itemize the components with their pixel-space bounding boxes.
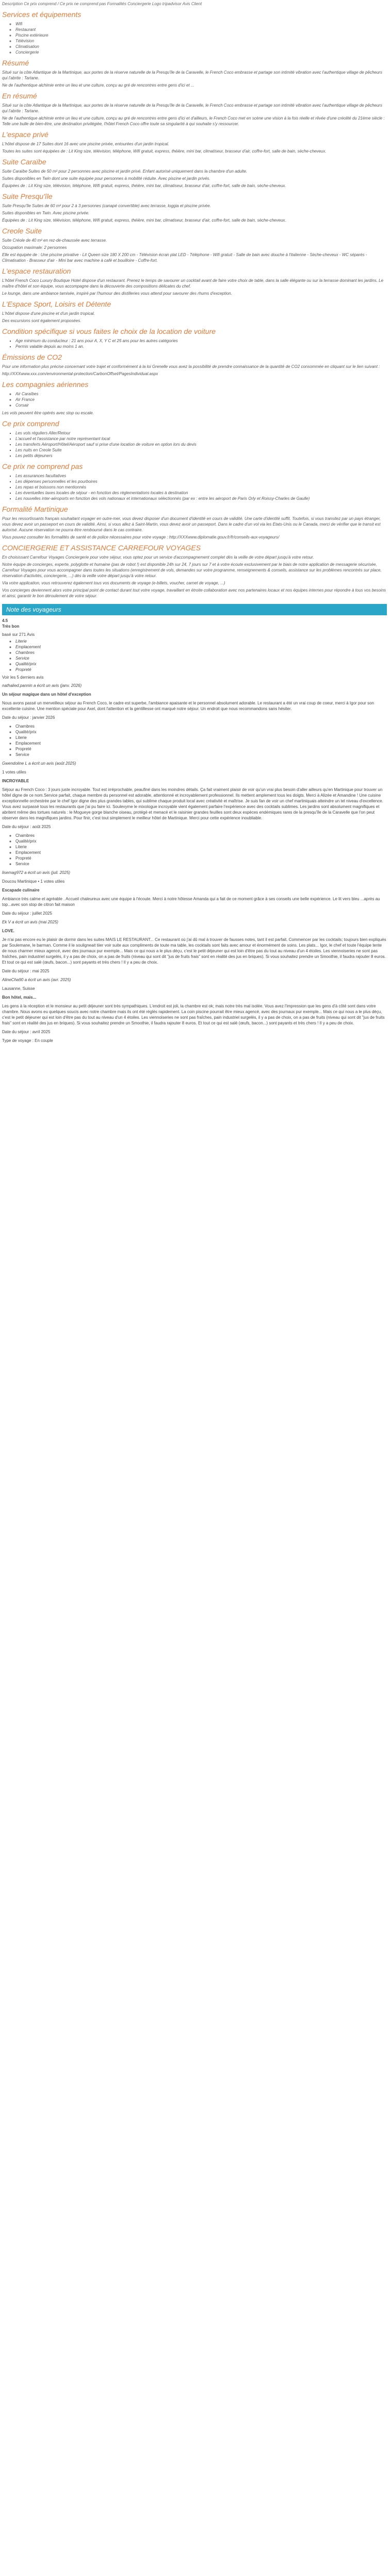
review-rating-item: ◦ Chambres xyxy=(15,723,387,729)
espace-prive-title: L'espace privé xyxy=(2,130,48,139)
suite-presquile-title: Suite Presqu'île xyxy=(2,192,53,200)
rating-category-item: ◦ Chambres xyxy=(15,650,387,655)
en-resume-text-1: Situé sur la côte Atlantique de la Martinique, aux portes de la réserve naturelle de la Presqu'île de la Caravelle, le French Coco embrasse et partage son intimité vibration avec l'authentique village de pêcheurs qui l'abrite : Tartane. xyxy=(2,103,382,113)
condition-item: ▪ Permis valable depuis au moins 1 an. xyxy=(15,344,387,349)
review-author: AlineCha90 a écrit un avis (avr. 2025) xyxy=(2,978,71,982)
review-title: LOVE. xyxy=(2,929,15,933)
review-text: Séjour au French Coco : 3 jours juste incroyable. Tout est irréprochable, peaufiné dans les moindres détails. Ça fait vraiment plaisir de voir qu'un vrai plus besoin d'aller ailleurs qu'en Martinique pour trouver un hôtel digne de ce nom.Service parfait, chaque membre du personnel est adorable, attentionné et incroyablement professionnel. Ils mettent amplement tous les doigts. Merci à Alizée et Amandine ! Une cuisine exceptionnelle orchestrée par le chef Igor digne des plus grandes tables, qui sublime chaque produit local avec créativité et maîtrise. Je suis fan de voir un chef martiniquais atteindre un tel niveau d'excellence. Vous avez surpassé tous les restaurants que j'ai pu faire ici. Soulevyme le mixologue incroyable vient également parfaire l'expérience avec des cocktails sublimes. Les jardins sont absolument magnifiques et abritent même des tortues naturels : le Mogueye gorge blanche oiseau, protégé et menacé et le raisinier grandes feuilles sont deux espèces endémiques rares de la presqu'île de la Caravelle que l'on peut observer dans les magnifiques jardins. Pour finir, c'est tout simplement le meilleur hôtel de Martinique. Merci pour cette expérience inoubliable. xyxy=(2,787,383,820)
more-reviews-link[interactable]: Voir les 5 derniers avis xyxy=(2,675,44,680)
suite-presquile-text-1: Suite Presqu'île Suites de 60 m² pour 2 à 3 personnes (canapé convertible) avec terrasse, loggia et piscine privée. xyxy=(2,204,211,208)
suite-caraibe-text-2: Suites disponibles en Twin dont une suite équipée pour personnes à mobilité réduite. Avec piscine et jardin privés. xyxy=(2,176,210,181)
review-rating-item: ◦ Emplacement xyxy=(15,850,387,855)
review-text: Les gens à la réception et le monsieur au petit déjeuner sont très sympathiques. L'endroit est joli, la chambre est ok; mais notre très mal isolée. Vous avez l'impression que les gens d'à côté sont dans votre chambre. Nous avons eu quelques soucis avec notre chambre mais ils ont été réglés rapidement. La coin piscine pourrait être mieux agencé, avec des journaux pur exemple... Mais ce qui nous a le plus déçu, c'est le petit déjeuner qui est loin d'être pas du tout au niveau d'un 4 étoiles. Les viennoiseries ne sont pas fraîches, pain industriel surgelés, il y a pas de choix, on a pas de fruits (niveau qui sont dit "jus de fruits frais" sont en réalité des jus en briques). Si vous souhaitez prendre un Smoothie, il faudra rajouter 8 euros. Et tout ce qui est salé (œufs, bacon...) sont payants et très chers ! Il y a peu de choix. xyxy=(2,1004,385,1025)
restauration-text-1: L'hôtel French Coco Luxury Boutique Hotel dispose d'un restaurant. Prenez le temps de savourer un cocktail avant de faire votre choix de table, dans la salle élégante ou sur la terrasse dominant les jardins. Le maître d'hôtel et son équipe, vous accompagne dans la découverte des compositions délicates du chef. xyxy=(2,278,384,289)
included-item: ▪ Les nuits en Creole Suite xyxy=(15,447,387,453)
excluded-item: ▪ Les éventuelles taxes locales de séjour - en fonction des réglementations locales à destination xyxy=(15,490,387,496)
review-item xyxy=(2,977,387,1043)
airline-item: ◦ Air France xyxy=(15,397,387,402)
reviews-header-bar xyxy=(2,604,387,615)
rating-category-item: ◦ Emplacement xyxy=(15,644,387,650)
conciergerie-text-1: En choisissant Carrefour Voyages Conciergerie pour votre séjour, vous optez pour un service d'accompagnement complet dès la veille de votre départ jusqu'à votre retour. xyxy=(2,555,314,560)
en-resume-title: En résumé xyxy=(2,92,37,100)
en-resume-text-2: Ne de l'authentique alchimie entre un lieu et une culture, conçu au gré de rencontres entre gens d'ici et d'ailleurs, le French Coco met en scène une vision à la fois réelle et rêvée d'une créolité du 21ème siècle : Telle une bulle de bien-être, une destination privilégiée, l'hôtel French Coco offre toute sa singularité à qui souhaite s'y ressourcer. xyxy=(2,116,385,126)
review-rating-item: ◦ Literie xyxy=(15,735,387,740)
review-author: Ek V a écrit un avis (mai 2025) xyxy=(2,920,58,924)
review-rating-item: ◦ Propreté xyxy=(15,855,387,861)
review-rating-item: ◦ Propreté xyxy=(15,746,387,752)
conciergerie-text-4: Vos concierges deviennent alors votre principal point de contact durant tout votre voyage, travaillant en étroite collaboration avec nos partenaires locaux et nos équipes internes pour répondre à tous vos besoins et ainsi, garantir le bon déroulement de votre séjour. xyxy=(2,588,386,598)
conciergerie-text-2: Notre équipe de concierges, experte, polyglotte et humaine (pas de robot !) est disponible 24h sur 24, 7 jours sur 7 et à votre écoute exclusivement par le biais de notre application de messagerie sécurisée, Carrefour Voyages pour vous accompagner dans toutes les situations (enregistrement de vols, demandes sur votre programme, renseignements & conseils, assistance sur les problèmes rencontrés sur place, réservation d'activités, conciergerie, ...) dès la veille votre départ jusqu'à votre retour. xyxy=(2,562,382,578)
review-author: Gwendoline L a écrit un avis (août 2025) xyxy=(2,761,76,766)
review-meta: Lausanne, Suisse xyxy=(2,986,35,991)
creole-suite-text-1: Suite Créole de 40 m² en rez-de-chaussée avec terrasse. xyxy=(2,238,107,243)
ne-comprend-title: Ce prix ne comprend pas xyxy=(2,462,83,470)
review-date: Date du séjour : janvier 2026 xyxy=(2,715,55,720)
reviews-header-title: Note des voyageurs xyxy=(6,606,61,613)
comprend-list xyxy=(2,430,387,459)
rating-category-item: ◦ Service xyxy=(15,655,387,661)
review-title: INCROYABLE xyxy=(2,779,29,783)
compagnies-list xyxy=(2,391,387,408)
review-rating-list xyxy=(2,723,387,757)
review-rating-item: ◦ Service xyxy=(15,752,387,757)
services-list xyxy=(2,21,387,55)
espace-prive-text-2: Toutes les suites sont équipées de : Lit King size, télévision, téléphone, Wifi gratuit, express, théière, mini bar, climatiseur, brasseur d'air, coffre-fort, salle de bain, sèche-cheveux. xyxy=(2,149,327,154)
review-item xyxy=(2,761,387,867)
review-date: Date du séjour : avril 2025 xyxy=(2,1030,51,1034)
review-item xyxy=(2,919,387,974)
included-item: ▪ Les petits déjeuners xyxy=(15,453,387,459)
excluded-item: ▪ Les repas et boissons non mentionnés xyxy=(15,484,387,490)
suite-caraibe-text-3: Équipées de : Lit King size, télévision, téléphone, Wifi gratuit, express, théière, mini bar, climatiseur, brasseur d'air, coffre-fort, salle de bain, sèche-cheveux. xyxy=(2,183,286,188)
review-rating-item: ◦ Service xyxy=(15,861,387,867)
excluded-item: ▪ Les dépenses personnelles et les pourboires xyxy=(15,479,387,484)
co2-text: Pour une information plus précise concernant votre trajet et conformément à la loi Grenelle vous avez la possibilité de prendre connaissance de la quantité de CO2 consommée en cliquant sur le lien suivant : xyxy=(2,364,380,369)
service-item: ◦ Restaurant xyxy=(15,27,387,32)
review-item xyxy=(2,870,387,916)
review-author: nathalied.pannin a écrit un avis (janv. 2026) xyxy=(2,683,82,688)
rating-count: basé sur 271 Avis xyxy=(2,632,35,637)
espace-prive-text-1: L'hôtel dispose de 17 Suites dont 16 avec une piscine privée, entourées d'un jardin tropical. xyxy=(2,142,169,146)
rating-score: 4.5 xyxy=(2,618,8,623)
suite-caraibe-title: Suite Caraïbe xyxy=(2,158,46,166)
review-meta: 1 votes utiles xyxy=(2,770,26,775)
service-item: ◦ Télévision xyxy=(15,38,387,44)
creole-suite-title: Creole Suite xyxy=(2,227,42,235)
conciergerie-text-3: Via votre application, vous retrouverez également tous vos documents de voyage (e-billets, voucher, carnet de voyage, ...) xyxy=(2,581,225,585)
review-rating-item: ◦ Qualité/prix xyxy=(15,838,387,844)
included-item: ▪ L'accueil et l'assistance par notre représentant local xyxy=(15,436,387,442)
comprend-title: Ce prix comprend xyxy=(2,419,59,428)
airline-item: ◦ Corsair xyxy=(15,402,387,408)
review-rating-list xyxy=(2,833,387,867)
service-item: ◦ Conciergerie xyxy=(15,49,387,55)
service-item: ◦ Wifi xyxy=(15,21,387,27)
compagnies-title: Les compagnies aériennes xyxy=(2,380,89,389)
review-rating-item: ◦ Chambres xyxy=(15,833,387,838)
rating-category-item: ◦ Qualité/prix xyxy=(15,661,387,667)
review-text: Nous avons passé un merveilleux séjour au French Coco, le cadre est superbe, l'ambiance apaisante et le personnel absolument adorable. Le restaurant a été un vrai coup de coeur, merci à Igor pour son excellente cuisine. Une mention spéciale pour Axel, dont l'attention et la gentillesse ont marqué notre séjour. Un endroit que nous recommandons sans hésiter. xyxy=(2,701,374,711)
rating-categories xyxy=(2,638,387,672)
condition-list xyxy=(2,338,387,349)
creole-suite-text-3: Elle est équipée de : Une piscine privative - Lit Queen size 180 X 200 cm - Télévision écran plat LED - Téléphone - Wifi gratuit - Salle de bain avec douche à l'italienne - Sèche-cheveux - WC séparés - Climatisation - Brasseur d'air - Mini bar avec machine à café et bouilloire - Coffre-fort. xyxy=(2,252,367,263)
review-title: Bon hôtel, mais... xyxy=(2,995,37,1000)
review-text: Ambiance très calme et agréable . Accueil chaleureux avec une équipe à l'écoute. Merci à notre hôtesse Amanda qui a fait de ce moment grâce à ses conseils une belle expérience. Le lit vers bleu ...après au top...avec son stop de citron fait maison xyxy=(2,897,380,907)
review-date: Date du séjour : août 2025 xyxy=(2,824,51,829)
restauration-text-2: Le lounge, dans une ambiance tamisée, inspiré par l'humour des distilleries vous attend pour savourer des rhums d'exception. xyxy=(2,291,232,296)
review-author: lisemag972 a écrit un avis (juil. 2025) xyxy=(2,870,71,875)
sport-text-2: Des excursions sont également proposées. xyxy=(2,318,82,323)
condition-title: Condition spécifique si vous faites le choix de la location de voiture xyxy=(2,327,216,335)
rating-summary xyxy=(2,618,387,680)
review-title: Escapade culinaire xyxy=(2,888,40,893)
formalite-text-2: Vous pouvez consulter les formalités de santé et de police nécessaires pour votre voyage : http://XXXwww.diplomatie.gouv.fr/fr/conseils-aux-voyageurs/ xyxy=(2,535,280,540)
review-rating-item: ◦ Literie xyxy=(15,844,387,850)
page xyxy=(0,0,391,1043)
conciergerie-title: CONCIERGERIE ET ASSISTANCE CARREFOUR VOYAGES xyxy=(2,544,201,552)
review-text: Je n'ai pas encore eu le plaisir de dormir dans les suites MAIS LE RESTAURANT... Ce restaurant où j'ai dû mal à trouver de fausses notes, tant il est parfait. Commencer par les cocktails; toujours bien expliqués par Soulemane, le barman. Comme il le souligneait tiier voir suite aux compliments de toute ma table, les cocktails sont faits avec amour et énormément de soins. Les plats... Igor, le chef et toute l'équipe tente de nous charmer mieux agencé, avec des journaux pur exemple... Mais ce qui nous a le plus déçu, c'est le petit déjeuner qui est loin d'être pas du tout au niveau d'un 4 étoiles. Les viennoiseries ne sont pas fraîches, pain industriel surgelés, il y a pas de choix, on a pas de fruits (niveau qui sont dit "jus de fruits frais" sont en réalité des jus en briques). Si vous souhaitez prendre un Smoothie, il faudra rajouter 8 euros. Et tout ce qui est salé (œufs, bacon...) sont payants et très chers ! Il y a peu de choix. xyxy=(2,937,386,965)
resume-title: Résumé xyxy=(2,59,29,67)
review-date: Date du séjour : mai 2025 xyxy=(2,969,50,973)
suite-caraibe-text-1: Suite Caraïbe Suites de 50 m² pour 2 personnes avec piscine et jardin privé. Enfant autorisé uniquement dans la chambre d'un adulte. xyxy=(2,169,248,174)
rating-category-item: ◦ Propreté xyxy=(15,667,387,672)
formalite-title: Formalité Martinique xyxy=(2,505,68,513)
restauration-title: L'espace restauration xyxy=(2,267,71,275)
review-trip-type: Type de voyage : En couple xyxy=(2,1038,53,1043)
included-item: ▪ Les vols réguliers Aller/Retour xyxy=(15,430,387,436)
review-title: Un séjour magique dans un hôtel d'exception xyxy=(2,692,91,697)
suite-presquile-text-2: Suites disponibles en Twin. Avec piscine privée. xyxy=(2,211,90,215)
excluded-item: ▪ Les assurances facultatives xyxy=(15,473,387,479)
airline-item: ◦ Air Caraïbes xyxy=(15,391,387,397)
condition-item: ▪ Age minimum du conducteur : 21 ans pour A, X, Y C et 25 ans pour les autres catégories xyxy=(15,338,387,344)
resume-text-2: Ne de l'authentique alchimie entre un lieu et une culture, conçu au gré de rencontres entre gens d'ici et ... xyxy=(2,83,194,88)
formalite-text-1: Pour les ressortissants français souhaitant voyager en outre-mer, vous devez disposer d'un document d'identité en cours de validité. Une carte d'identité suffit. Toutefois, si vous transitez par un pays étranger, vous devez avoir un passeport en cours de validité. Ainsi, si vous allez à Saint-Martin, vous devez avoir un passeport. Dans le cadre d'un vol via les Etats-Unis ou le Canada, merci de vérifier que le transit est autorisé. Aucune réservation ne pourra être remboursé dans le cas contraire. xyxy=(2,516,381,532)
review-meta: Doucou Martinique • 1 votes utiles xyxy=(2,879,65,884)
sport-title: L'Espace Sport, Loisirs et Détente xyxy=(2,300,111,308)
review-item xyxy=(2,683,387,757)
service-item: ◦ Piscine extérieure xyxy=(15,32,387,38)
compagnies-note: Les vols peuvent être opérés avec stop ou escale. xyxy=(2,411,94,415)
rating-label: Très bon xyxy=(2,624,20,629)
sport-text-1: L'hôtel dispose d'une piscine et d'un jardin tropical. xyxy=(2,311,95,316)
ne-comprend-list xyxy=(2,473,387,501)
review-rating-item: ◦ Emplacement xyxy=(15,740,387,746)
suite-presquile-text-3: Équipées de : Lit King size, télévision, téléphone, Wifi gratuit, express, théière, mini bar, climatiseur, brasseur d'air, coffre-fort, salle de bain, sèche-cheveux. xyxy=(2,218,286,223)
excluded-item: ▪ Les nouvelles inter-aéroports en fonction des vols nationaux et internationaux sélectionnés (par ex : entre les aéroport de Paris Orly et Roissy-Charles de Gaulle) xyxy=(15,496,387,501)
co2-title: Émissions de CO2 xyxy=(2,353,62,361)
services-title: Services et équipements xyxy=(2,10,82,19)
review-rating-item: ◦ Qualité/prix xyxy=(15,729,387,735)
creole-suite-text-2: Occupation maximale: 2 personnes xyxy=(2,245,67,250)
co2-link[interactable]: http://XXXwww.xxx.com/environmental-protection/CarbonOffset/PagesIndividual.aspx xyxy=(2,372,158,376)
reviews-list xyxy=(2,683,387,1043)
review-date: Date du séjour : juillet 2025 xyxy=(2,911,52,916)
tab-menu-line[interactable]: Description Ce prix comprend / Ce prix ne comprend pas Formalités Conciergerie Logo tripadvisor Avis Client xyxy=(2,2,202,6)
resume-text-1: Situé sur la côte Atlantique de la Martinique, aux portes de la réserve naturelle de la Presqu'île de la Caravelle, le French Coco embrasse et partage son intimité vibration avec l'authentique village de pêcheurs qui l'abrite : Tartane. xyxy=(2,70,382,80)
included-item: ▪ Les transferts Aéroport/Hôtel/Aéroport sauf si prise d'une location de voiture en option lors du devis xyxy=(15,442,387,447)
service-item: ◦ Climatisation xyxy=(15,44,387,49)
rating-category-item: ◦ Literie xyxy=(15,638,387,644)
